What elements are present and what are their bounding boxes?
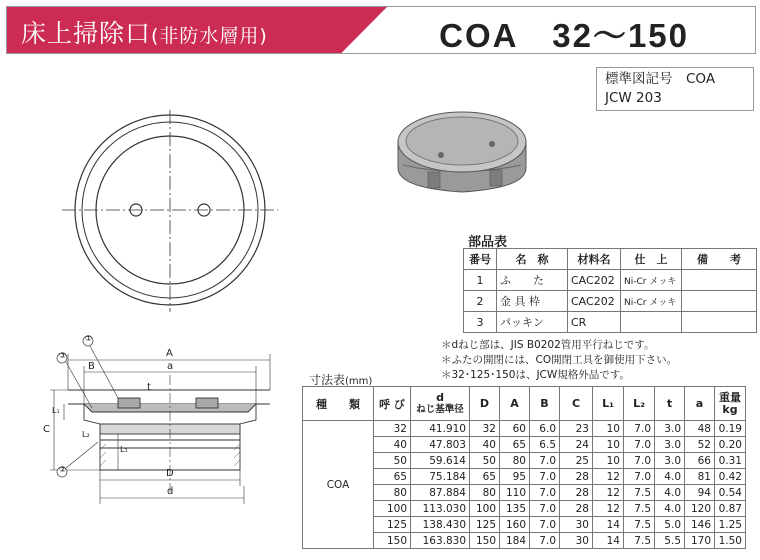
dim-cell: 0.20 xyxy=(715,437,746,453)
dim-header-d-bottom: ねじ基準径 xyxy=(416,403,464,415)
parts-row xyxy=(464,270,757,291)
dim-cell: 23 xyxy=(560,421,593,437)
dimension-title-text: 寸法表 xyxy=(309,373,346,387)
dim-cell: 138.430 xyxy=(411,517,470,533)
notes-block xyxy=(441,338,677,383)
dim-cell: 65 xyxy=(470,469,500,485)
dim-cell: 14 xyxy=(593,517,624,533)
dim-header-L1: L₁ xyxy=(593,387,624,421)
parts-header-cell: 番号 xyxy=(464,249,497,270)
dim-cell: 81 xyxy=(685,469,715,485)
dim-cell: 113.030 xyxy=(411,501,470,517)
dim-cell: 163.830 xyxy=(411,533,470,549)
dim-header-d xyxy=(411,387,470,421)
dim-cell: 0.54 xyxy=(715,485,746,501)
dimension-table-body xyxy=(303,421,746,549)
dim-label-d: d xyxy=(167,486,174,497)
dim-cell: 1.25 xyxy=(715,517,746,533)
dim-header-B: B xyxy=(530,387,560,421)
dim-cell: 30 xyxy=(560,517,593,533)
dim-header-L2: L₂ xyxy=(624,387,655,421)
dim-cell: 40 xyxy=(470,437,500,453)
parts-row xyxy=(464,291,757,312)
parts-cell xyxy=(682,291,757,312)
dim-cell: 41.910 xyxy=(411,421,470,437)
parts-cell xyxy=(621,312,682,333)
parts-cell: Ni-Cr メッキ xyxy=(621,291,682,312)
dim-cell: 25 xyxy=(560,453,593,469)
dim-header-weight-bottom: kg xyxy=(722,402,738,416)
callout-3: ③ xyxy=(59,351,67,360)
dim-cell: 135 xyxy=(500,501,530,517)
dim-label-L1-right: L₁ xyxy=(120,445,128,454)
dim-cell: 7.5 xyxy=(624,485,655,501)
dim-header-d-top: d xyxy=(436,390,444,404)
dim-cell: 12 xyxy=(593,469,624,485)
dim-cell: 7.0 xyxy=(530,533,560,549)
parts-cell: Ni-Cr メッキ xyxy=(621,270,682,291)
parts-header-cell: 名 称 xyxy=(497,249,568,270)
dimension-table xyxy=(302,386,746,549)
dim-header-C: C xyxy=(560,387,593,421)
dim-cell: 0.42 xyxy=(715,469,746,485)
dim-cell: 3.0 xyxy=(655,421,685,437)
product-photo xyxy=(398,112,526,192)
dim-cell: 146 xyxy=(685,517,715,533)
dim-cell: 30 xyxy=(560,533,593,549)
title-text: 床上掃除口 xyxy=(21,19,152,48)
dim-cell: 184 xyxy=(500,533,530,549)
dim-cell: 4.0 xyxy=(655,501,685,517)
dim-cell: 7.0 xyxy=(624,437,655,453)
dim-header-D: D xyxy=(470,387,500,421)
dim-cell: 150 xyxy=(470,533,500,549)
dim-header-a: a xyxy=(685,387,715,421)
dim-cell: 47.803 xyxy=(411,437,470,453)
dim-cell: 7.5 xyxy=(624,501,655,517)
dim-cell: 94 xyxy=(685,485,715,501)
note-line: ＊ふたの開閉には、CO開閉工具を御使用下さい。 xyxy=(441,354,678,366)
dim-label-C: C xyxy=(43,424,50,435)
dim-cell: 14 xyxy=(593,533,624,549)
dim-cell: 50 xyxy=(374,453,411,469)
dim-cell: 75.184 xyxy=(411,469,470,485)
dim-cell: 125 xyxy=(470,517,500,533)
dim-cell: 10 xyxy=(593,453,624,469)
dimension-header-row xyxy=(303,387,746,421)
parts-cell: パッキン xyxy=(497,312,568,333)
dim-cell: 4.0 xyxy=(655,469,685,485)
dim-cell: 7.0 xyxy=(530,517,560,533)
standard-symbol: 標準図記号 COA xyxy=(605,71,716,87)
subtitle-text: (非防水層用) xyxy=(151,25,268,47)
section-view-drawing xyxy=(50,336,270,504)
dim-label-t: t xyxy=(147,382,151,393)
parts-cell xyxy=(682,312,757,333)
dim-cell: 4.0 xyxy=(655,485,685,501)
dim-cell: 59.614 xyxy=(411,453,470,469)
dim-header-A: A xyxy=(500,387,530,421)
note-line: ＊32･125･150は、JCW規格外品です。 xyxy=(441,369,630,381)
callout-2: ② xyxy=(59,465,67,474)
parts-cell: CAC202 xyxy=(568,291,621,312)
dim-cell: 7.5 xyxy=(624,533,655,549)
parts-cell: CR xyxy=(568,312,621,333)
parts-header-cell: 備 考 xyxy=(682,249,757,270)
dim-type-cell: COA xyxy=(303,421,374,549)
parts-row xyxy=(464,312,757,333)
dim-cell: 5.0 xyxy=(655,517,685,533)
dim-cell: 7.0 xyxy=(530,469,560,485)
dim-cell: 3.0 xyxy=(655,453,685,469)
dim-cell: 66 xyxy=(685,453,715,469)
dim-label-D: D xyxy=(166,468,174,479)
dim-label-A: A xyxy=(166,348,173,359)
parts-cell: 3 xyxy=(464,312,497,333)
model-number: COA 32〜150 xyxy=(439,17,689,54)
dim-cell: 80 xyxy=(374,485,411,501)
dim-cell: 65 xyxy=(500,437,530,453)
dim-cell: 7.0 xyxy=(530,485,560,501)
dim-cell: 7.0 xyxy=(530,501,560,517)
dim-cell: 7.5 xyxy=(624,517,655,533)
dim-cell: 40 xyxy=(374,437,411,453)
dim-cell: 28 xyxy=(560,469,593,485)
dim-header-weight xyxy=(715,387,746,421)
dim-header-size: 呼 び xyxy=(374,387,411,421)
dim-cell: 87.884 xyxy=(411,485,470,501)
dim-cell: 0.31 xyxy=(715,453,746,469)
dim-label-L1-left: L₁ xyxy=(52,406,60,415)
dim-label-a: a xyxy=(167,361,174,372)
dim-cell: 0.87 xyxy=(715,501,746,517)
standard-code: JCW 203 xyxy=(605,90,662,106)
parts-cell: CAC202 xyxy=(568,270,621,291)
parts-cell: 2 xyxy=(464,291,497,312)
dim-cell: 5.5 xyxy=(655,533,685,549)
dim-cell: 28 xyxy=(560,485,593,501)
dim-cell: 65 xyxy=(374,469,411,485)
note-line: ＊dねじ部は、JIS B0202管用平行ねじです。 xyxy=(441,339,655,351)
parts-cell: 1 xyxy=(464,270,497,291)
dim-cell: 6.5 xyxy=(530,437,560,453)
dim-cell: 12 xyxy=(593,501,624,517)
dim-cell: 10 xyxy=(593,421,624,437)
parts-cell: 金 具 枠 xyxy=(497,291,568,312)
top-view-drawing xyxy=(62,110,278,312)
dim-cell: 125 xyxy=(374,517,411,533)
dimension-unit: (mm) xyxy=(345,376,373,387)
dim-cell: 50 xyxy=(470,453,500,469)
dim-cell: 10 xyxy=(593,437,624,453)
dim-cell: 7.0 xyxy=(530,453,560,469)
dim-cell: 1.50 xyxy=(715,533,746,549)
dim-cell: 32 xyxy=(374,421,411,437)
dim-cell: 6.0 xyxy=(530,421,560,437)
parts-list-title: 部品表 xyxy=(468,235,508,250)
dim-label-L2: L₂ xyxy=(82,430,90,439)
dim-cell: 160 xyxy=(500,517,530,533)
dimension-row xyxy=(303,421,746,437)
dim-cell: 100 xyxy=(374,501,411,517)
parts-cell xyxy=(682,270,757,291)
dim-label-B: B xyxy=(88,361,95,372)
dim-cell: 7.0 xyxy=(624,469,655,485)
dim-cell: 3.0 xyxy=(655,437,685,453)
dim-cell: 12 xyxy=(593,485,624,501)
dim-cell: 0.19 xyxy=(715,421,746,437)
dim-cell: 60 xyxy=(500,421,530,437)
dim-cell: 48 xyxy=(685,421,715,437)
dim-cell: 7.0 xyxy=(624,453,655,469)
callout-1: ① xyxy=(85,334,93,343)
dim-cell: 24 xyxy=(560,437,593,453)
dim-cell: 80 xyxy=(500,453,530,469)
dim-cell: 150 xyxy=(374,533,411,549)
dim-cell: 52 xyxy=(685,437,715,453)
parts-header-row xyxy=(464,249,757,270)
dim-cell: 7.0 xyxy=(624,421,655,437)
parts-cell: ふ た xyxy=(497,270,568,291)
dim-header-type: 種 類 xyxy=(303,387,374,421)
dim-cell: 32 xyxy=(470,421,500,437)
dim-cell: 28 xyxy=(560,501,593,517)
dim-header-t: t xyxy=(655,387,685,421)
dim-header-weight-top: 重量 xyxy=(719,390,741,404)
parts-header-cell: 仕 上 xyxy=(621,249,682,270)
parts-table xyxy=(463,248,757,333)
dim-cell: 95 xyxy=(500,469,530,485)
parts-header-cell: 材料名 xyxy=(568,249,621,270)
dim-cell: 120 xyxy=(685,501,715,517)
dim-cell: 80 xyxy=(470,485,500,501)
dim-cell: 100 xyxy=(470,501,500,517)
dim-cell: 110 xyxy=(500,485,530,501)
dim-cell: 170 xyxy=(685,533,715,549)
